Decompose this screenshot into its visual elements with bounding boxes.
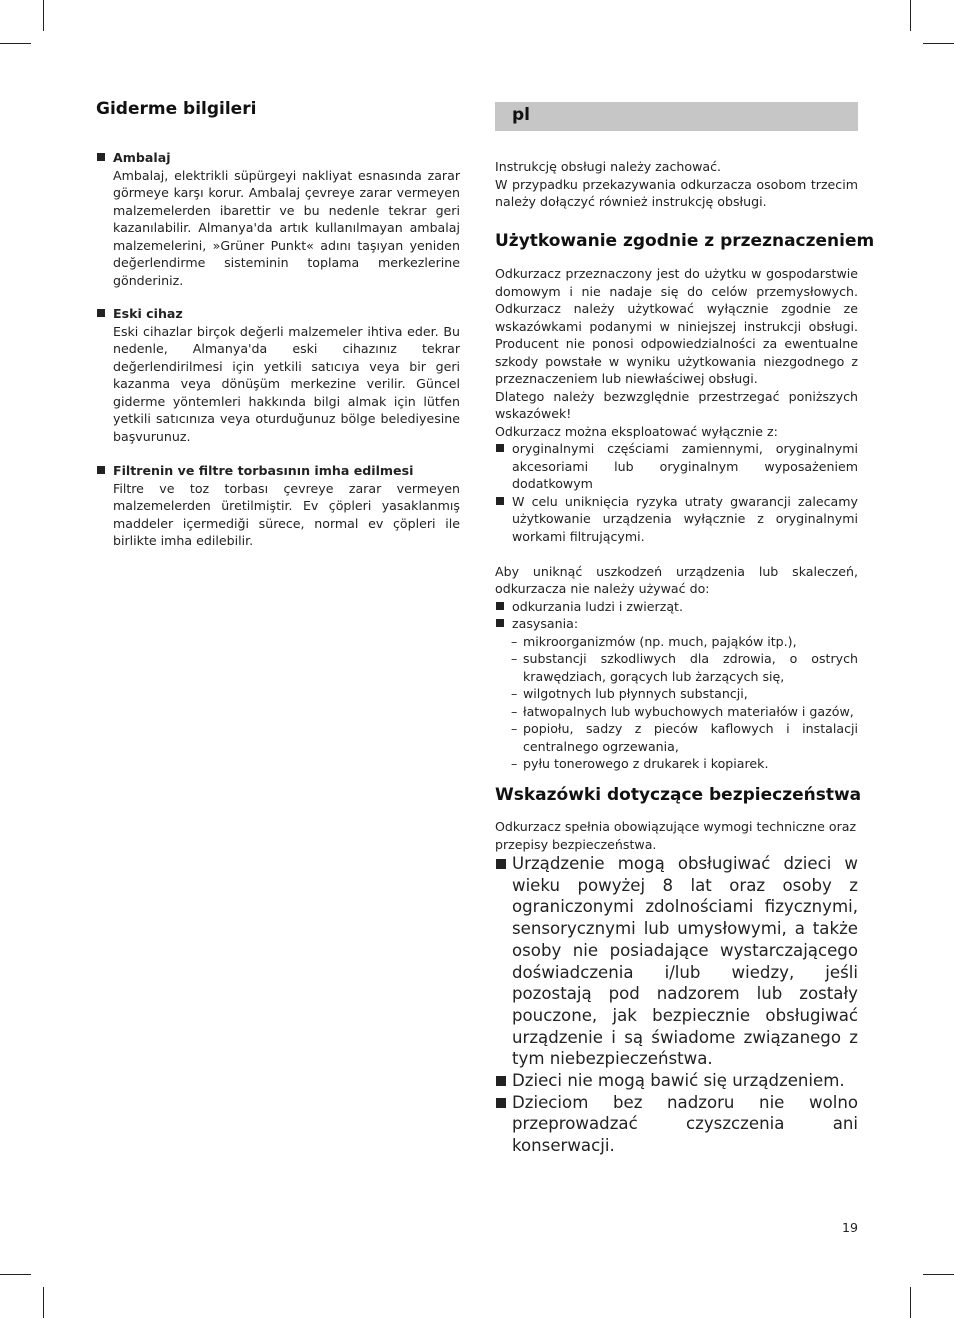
left-heading: Giderme bilgileri bbox=[96, 99, 257, 119]
crop-mark bbox=[910, 0, 911, 31]
bullet-square-icon bbox=[496, 444, 504, 452]
crop-mark bbox=[43, 1287, 44, 1318]
list-item: zasysania: bbox=[495, 615, 858, 633]
crop-mark bbox=[910, 1287, 911, 1318]
paragraph: Odkurzacz można eksploatować wyłącznie z: bbox=[495, 423, 778, 439]
dash-item: – łatwopalnych lub wybuchowych materiałów i gazów, bbox=[511, 703, 854, 719]
bullet-square-icon bbox=[496, 1076, 506, 1086]
bullet-square-icon bbox=[97, 153, 105, 161]
item-title: Filtrenin ve filtre torbasının imha edilmesi bbox=[113, 463, 414, 478]
bullet-square-icon bbox=[496, 602, 504, 610]
item-text: Eski cihazlar birçok değerli malzemeler ihtiva eder. Bu nedenle, Almanya'da eski cihazınız tekrar değerlendirilmesi için yetkili satıcıya veya bir geri kazanma veya dönüşüm merkezine verilir. Güncel giderme yöntemleri hakkında bilgi almak için lütfen yetkili satıcınıza veya oturduğunuz bölge belediyesine başvurunuz. bbox=[113, 323, 460, 444]
bullet-square-icon bbox=[97, 466, 105, 474]
disposal-item-packaging bbox=[96, 149, 460, 289]
bullet-square-icon bbox=[496, 1098, 506, 1108]
item-title: Eski cihaz bbox=[113, 306, 183, 321]
crop-mark bbox=[923, 1274, 954, 1275]
crop-mark bbox=[923, 43, 954, 44]
bullet-square-icon bbox=[496, 497, 504, 505]
intro-line: Instrukcję obsługi należy zachować. bbox=[495, 159, 722, 174]
bullet-square-icon bbox=[97, 309, 105, 317]
safety-item: Dzieciom bez nadzoru nie wolno przeprowadzać czyszczenia ani konserwacji. bbox=[495, 1092, 858, 1157]
dash-item: – pyłu tonerowego z drukarek i kopiarek. bbox=[511, 756, 769, 771]
language-code: pl bbox=[512, 105, 530, 125]
safety-item: Urządzenie mogą obsługiwać dzieci w wieku powyżej 8 lat oraz osoby z ograniczonymi zdolnościami fizycznymi, sensorycznymi lub umysłowymi, a także osoby nie posiadające wystarczającego doświadczenia i/lub wiedzy, jeśli pozostają pod nadzorem lub zostały pouczone, jak bezpiecznie obsługiwać urządzenie i są świadome związanego z tym niebezpieczeństwa. bbox=[495, 853, 858, 1070]
paragraph: Aby uniknąć uszkodzeń urządzenia lub skaleczeń, odkurzacza nie należy używać do: bbox=[495, 563, 858, 596]
bullet-square-icon bbox=[496, 619, 504, 627]
item-text: Filtre ve toz torbası çevreye zarar vermeyen malzemelerden üretilmiştir. Ev çöpleri yasaklanmış maddeler içermediği sürece, normal ev çöpleri ile birlikte imha edilebilir. bbox=[113, 480, 460, 548]
item-text: Ambalaj, elektrikli süpürgeyi nakliyat esnasında zarar görmeye karşı korur. Ambalaj çevreye zarar vermeyen malzemelerden ibarettir ve bu nedenle tekrar geri kazanılabilir. Almanya'da artık kullanılmayan ambalaj malzemelerini, »Grüner Punkt« adını taşıyan yeniden değerlendirme sisteminin toplama merkezlerine gönderiniz. bbox=[113, 167, 460, 288]
bullet-square-icon bbox=[496, 859, 506, 869]
dash-item: – mikroorganizmów (np. much, pająków itp.), bbox=[511, 633, 797, 649]
list-item: W celu uniknięcia ryzyka utraty gwarancji zalecamy użytkowanie urządzenia wyłącznie z oryginalnymi workami filtrującymi. bbox=[495, 493, 858, 546]
dash-item: – wilgotnych lub płynnych substancji, bbox=[511, 686, 748, 701]
intro-line: W przypadku przekazywania odkurzacza osobom trzecim należy dołączyć również instrukcję obsługi. bbox=[495, 176, 858, 209]
section-safety bbox=[495, 818, 858, 1157]
disposal-item-old-device bbox=[96, 305, 460, 445]
list-item: oryginalnymi częściami zamiennymi, oryginalnymi akcesoriami lub oryginalnym wyposażeniem dodatkowym bbox=[495, 440, 858, 493]
crop-mark bbox=[43, 0, 44, 31]
item-title: Ambalaj bbox=[113, 150, 171, 165]
paragraph: Odkurzacz przeznaczony jest do użytku w gospodarstwie domowym i nie nadaje się do celów przemysłowych. Odkurzacz należy użytkować wyłącznie zgodnie ze wskazówkami podanymi w niniejszej instrukcji obsługi. Producent nie ponosi odpowiedzialności za ewentualne szkody powstałe w wyniku użytkowania niezgodnego z przeznaczeniem lub niewłaściwej obsługi. bbox=[495, 266, 858, 386]
crop-mark bbox=[0, 1274, 31, 1275]
page-number: 19 bbox=[841, 1220, 858, 1235]
section-heading-intended-use: Użytkowanie zgodnie z przeznaczeniem bbox=[495, 231, 875, 251]
section-intended-use bbox=[495, 265, 858, 773]
paragraph: Odkurzacz spełnia obowiązujące wymogi techniczne oraz przepisy bezpieczeństwa. bbox=[495, 819, 857, 852]
safety-item: Dzieci nie mogą bawić się urządzeniem. bbox=[495, 1070, 858, 1092]
language-bar bbox=[495, 102, 858, 131]
section-heading-safety: Wskazówki dotyczące bezpieczeństwa bbox=[495, 785, 862, 805]
crop-mark bbox=[0, 43, 31, 44]
intro bbox=[495, 158, 858, 211]
paragraph: Dlatego należy bezwzględnie przestrzegać poniższych wskazówek! bbox=[495, 388, 858, 421]
dash-item: – substancji szkodliwych dla zdrowia, o ostrych krawędziach, gorących lub żarzących się, bbox=[511, 651, 858, 684]
disposal-item-filter bbox=[96, 462, 460, 550]
list-item: odkurzania ludzi i zwierząt. bbox=[495, 598, 858, 616]
dash-item: – popiołu, sadzy z pieców kaflowych i instalacji centralnego ogrzewania, bbox=[511, 721, 858, 754]
